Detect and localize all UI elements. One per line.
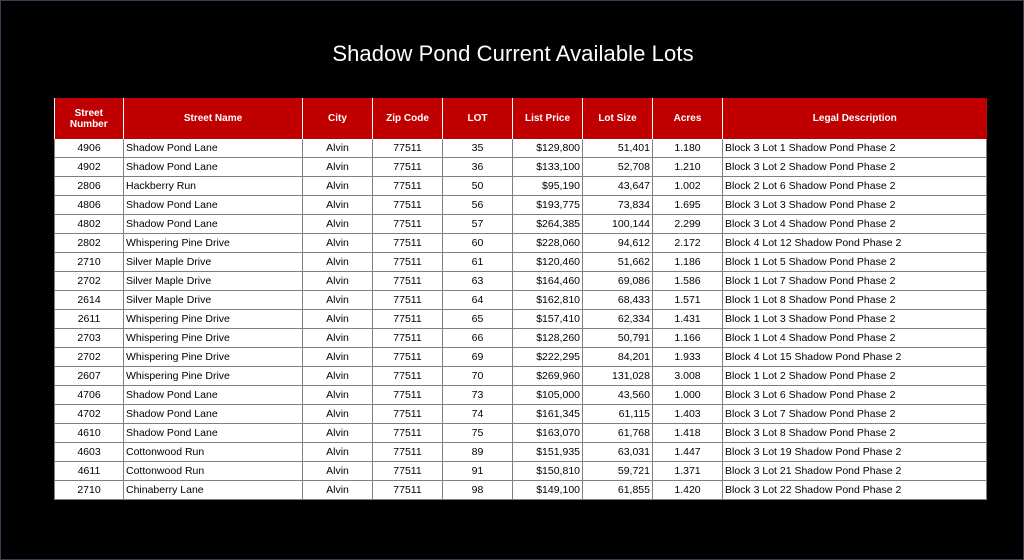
- cell-legal-description: Block 3 Lot 3 Shadow Pond Phase 2: [723, 196, 987, 215]
- cell-zip-code: 77511: [373, 310, 443, 329]
- cell-lot: 61: [443, 253, 513, 272]
- cell-street-name: Shadow Pond Lane: [124, 424, 303, 443]
- cell-street-number: 2806: [55, 177, 124, 196]
- cell-city: Alvin: [303, 215, 373, 234]
- cell-zip-code: 77511: [373, 272, 443, 291]
- cell-lot-size: 50,791: [583, 329, 653, 348]
- cell-city: Alvin: [303, 139, 373, 158]
- cell-legal-description: Block 3 Lot 1 Shadow Pond Phase 2: [723, 139, 987, 158]
- cell-lot: 75: [443, 424, 513, 443]
- cell-list-price: $120,460: [513, 253, 583, 272]
- cell-street-number: 2614: [55, 291, 124, 310]
- cell-street-name: Silver Maple Drive: [124, 291, 303, 310]
- cell-zip-code: 77511: [373, 215, 443, 234]
- cell-lot: 63: [443, 272, 513, 291]
- cell-lot-size: 43,560: [583, 386, 653, 405]
- cell-acres: 2.299: [653, 215, 723, 234]
- table-row: [55, 253, 987, 272]
- cell-legal-description: Block 1 Lot 8 Shadow Pond Phase 2: [723, 291, 987, 310]
- cell-street-name: Silver Maple Drive: [124, 253, 303, 272]
- header-legal-description: Legal Description: [723, 98, 987, 139]
- cell-lot-size: 84,201: [583, 348, 653, 367]
- header-lot: LOT: [443, 98, 513, 139]
- cell-list-price: $222,295: [513, 348, 583, 367]
- cell-city: Alvin: [303, 253, 373, 272]
- cell-street-name: Chinaberry Lane: [124, 481, 303, 500]
- cell-acres: 1.447: [653, 443, 723, 462]
- cell-lot: 50: [443, 177, 513, 196]
- cell-street-name: Shadow Pond Lane: [124, 139, 303, 158]
- cell-lot: 66: [443, 329, 513, 348]
- cell-acres: 1.371: [653, 462, 723, 481]
- cell-list-price: $157,410: [513, 310, 583, 329]
- table-row: [55, 291, 987, 310]
- cell-street-number: 4706: [55, 386, 124, 405]
- cell-street-number: 2703: [55, 329, 124, 348]
- cell-acres: 1.695: [653, 196, 723, 215]
- cell-street-number: 4802: [55, 215, 124, 234]
- cell-lot: 65: [443, 310, 513, 329]
- cell-zip-code: 77511: [373, 253, 443, 272]
- cell-lot-size: 61,115: [583, 405, 653, 424]
- cell-street-number: 2710: [55, 253, 124, 272]
- cell-street-number: 4610: [55, 424, 124, 443]
- cell-lot-size: 43,647: [583, 177, 653, 196]
- cell-list-price: $162,810: [513, 291, 583, 310]
- cell-list-price: $129,800: [513, 139, 583, 158]
- cell-lot: 89: [443, 443, 513, 462]
- cell-zip-code: 77511: [373, 348, 443, 367]
- cell-legal-description: Block 2 Lot 6 Shadow Pond Phase 2: [723, 177, 987, 196]
- cell-acres: 1.180: [653, 139, 723, 158]
- cell-street-number: 4902: [55, 158, 124, 177]
- cell-lot-size: 69,086: [583, 272, 653, 291]
- cell-city: Alvin: [303, 310, 373, 329]
- cell-street-number: 4603: [55, 443, 124, 462]
- cell-acres: 1.000: [653, 386, 723, 405]
- cell-city: Alvin: [303, 291, 373, 310]
- cell-list-price: $164,460: [513, 272, 583, 291]
- cell-street-name: Whispering Pine Drive: [124, 234, 303, 253]
- cell-lot-size: 52,708: [583, 158, 653, 177]
- cell-lot-size: 131,028: [583, 367, 653, 386]
- cell-lot: 35: [443, 139, 513, 158]
- cell-list-price: $149,100: [513, 481, 583, 500]
- cell-list-price: $228,060: [513, 234, 583, 253]
- cell-street-number: 2702: [55, 348, 124, 367]
- cell-lot: 91: [443, 462, 513, 481]
- header-street-name: Street Name: [124, 98, 303, 139]
- cell-city: Alvin: [303, 443, 373, 462]
- cell-street-name: Whispering Pine Drive: [124, 310, 303, 329]
- cell-acres: 1.431: [653, 310, 723, 329]
- cell-city: Alvin: [303, 481, 373, 500]
- cell-acres: 1.186: [653, 253, 723, 272]
- cell-street-name: Shadow Pond Lane: [124, 196, 303, 215]
- table-row: [55, 196, 987, 215]
- cell-legal-description: Block 4 Lot 15 Shadow Pond Phase 2: [723, 348, 987, 367]
- header-list-price: List Price: [513, 98, 583, 139]
- cell-zip-code: 77511: [373, 462, 443, 481]
- cell-lot-size: 61,768: [583, 424, 653, 443]
- cell-acres: 1.586: [653, 272, 723, 291]
- table-row: [55, 424, 987, 443]
- cell-street-number: 2607: [55, 367, 124, 386]
- cell-lot: 70: [443, 367, 513, 386]
- cell-street-number: 2611: [55, 310, 124, 329]
- cell-zip-code: 77511: [373, 367, 443, 386]
- cell-street-name: Hackberry Run: [124, 177, 303, 196]
- cell-acres: 1.166: [653, 329, 723, 348]
- cell-lot-size: 68,433: [583, 291, 653, 310]
- cell-street-name: Cottonwood Run: [124, 443, 303, 462]
- cell-list-price: $269,960: [513, 367, 583, 386]
- header-acres: Acres: [653, 98, 723, 139]
- cell-legal-description: Block 3 Lot 7 Shadow Pond Phase 2: [723, 405, 987, 424]
- page-title: Shadow Pond Current Available Lots: [332, 41, 694, 66]
- available-lots-table: [54, 98, 987, 500]
- cell-acres: 1.418: [653, 424, 723, 443]
- cell-zip-code: 77511: [373, 443, 443, 462]
- table-row: [55, 310, 987, 329]
- cell-zip-code: 77511: [373, 196, 443, 215]
- cell-city: Alvin: [303, 177, 373, 196]
- cell-list-price: $193,775: [513, 196, 583, 215]
- table-row: [55, 386, 987, 405]
- table-row: [55, 462, 987, 481]
- cell-lot: 69: [443, 348, 513, 367]
- cell-zip-code: 77511: [373, 158, 443, 177]
- cell-street-number: 2702: [55, 272, 124, 291]
- cell-acres: 2.172: [653, 234, 723, 253]
- cell-city: Alvin: [303, 424, 373, 443]
- table-row: [55, 272, 987, 291]
- cell-list-price: $128,260: [513, 329, 583, 348]
- cell-city: Alvin: [303, 158, 373, 177]
- table-row: [55, 329, 987, 348]
- cell-acres: 1.933: [653, 348, 723, 367]
- cell-lot-size: 61,855: [583, 481, 653, 500]
- cell-zip-code: 77511: [373, 386, 443, 405]
- cell-street-name: Silver Maple Drive: [124, 272, 303, 291]
- cell-city: Alvin: [303, 386, 373, 405]
- cell-legal-description: Block 3 Lot 21 Shadow Pond Phase 2: [723, 462, 987, 481]
- cell-legal-description: Block 1 Lot 2 Shadow Pond Phase 2: [723, 367, 987, 386]
- cell-city: Alvin: [303, 234, 373, 253]
- cell-lot: 60: [443, 234, 513, 253]
- cell-street-name: Shadow Pond Lane: [124, 158, 303, 177]
- cell-street-name: Whispering Pine Drive: [124, 329, 303, 348]
- cell-zip-code: 77511: [373, 424, 443, 443]
- cell-street-name: Shadow Pond Lane: [124, 386, 303, 405]
- table-row: [55, 405, 987, 424]
- cell-acres: 1.002: [653, 177, 723, 196]
- cell-street-number: 4611: [55, 462, 124, 481]
- cell-lot: 64: [443, 291, 513, 310]
- cell-city: Alvin: [303, 329, 373, 348]
- cell-city: Alvin: [303, 367, 373, 386]
- cell-street-name: Shadow Pond Lane: [124, 215, 303, 234]
- cell-city: Alvin: [303, 462, 373, 481]
- cell-zip-code: 77511: [373, 481, 443, 500]
- cell-zip-code: 77511: [373, 177, 443, 196]
- cell-legal-description: Block 1 Lot 7 Shadow Pond Phase 2: [723, 272, 987, 291]
- cell-list-price: $151,935: [513, 443, 583, 462]
- cell-list-price: $133,100: [513, 158, 583, 177]
- cell-lot: 56: [443, 196, 513, 215]
- cell-city: Alvin: [303, 348, 373, 367]
- table-row: [55, 443, 987, 462]
- cell-city: Alvin: [303, 405, 373, 424]
- header-city: City: [303, 98, 373, 139]
- cell-legal-description: Block 1 Lot 5 Shadow Pond Phase 2: [723, 253, 987, 272]
- table-row: [55, 158, 987, 177]
- table-row: [55, 215, 987, 234]
- cell-legal-description: Block 3 Lot 19 Shadow Pond Phase 2: [723, 443, 987, 462]
- cell-lot-size: 62,334: [583, 310, 653, 329]
- header-lot-size: Lot Size: [583, 98, 653, 139]
- header-street-number: Street Number: [55, 98, 124, 139]
- cell-zip-code: 77511: [373, 291, 443, 310]
- cell-legal-description: Block 4 Lot 12 Shadow Pond Phase 2: [723, 234, 987, 253]
- cell-lot: 74: [443, 405, 513, 424]
- cell-acres: 1.210: [653, 158, 723, 177]
- cell-street-number: 4702: [55, 405, 124, 424]
- cell-street-number: 4906: [55, 139, 124, 158]
- cell-zip-code: 77511: [373, 234, 443, 253]
- cell-legal-description: Block 3 Lot 6 Shadow Pond Phase 2: [723, 386, 987, 405]
- cell-street-number: 4806: [55, 196, 124, 215]
- cell-legal-description: Block 3 Lot 2 Shadow Pond Phase 2: [723, 158, 987, 177]
- table-row: [55, 481, 987, 500]
- cell-lot-size: 63,031: [583, 443, 653, 462]
- table-header-row: [55, 98, 987, 139]
- cell-acres: 1.571: [653, 291, 723, 310]
- cell-acres: 1.420: [653, 481, 723, 500]
- table-row: [55, 234, 987, 253]
- cell-legal-description: Block 1 Lot 3 Shadow Pond Phase 2: [723, 310, 987, 329]
- cell-list-price: $264,385: [513, 215, 583, 234]
- cell-zip-code: 77511: [373, 139, 443, 158]
- cell-lot: 36: [443, 158, 513, 177]
- cell-list-price: $105,000: [513, 386, 583, 405]
- cell-legal-description: Block 3 Lot 4 Shadow Pond Phase 2: [723, 215, 987, 234]
- cell-lot-size: 51,401: [583, 139, 653, 158]
- cell-list-price: $95,190: [513, 177, 583, 196]
- cell-legal-description: Block 3 Lot 8 Shadow Pond Phase 2: [723, 424, 987, 443]
- cell-lot: 73: [443, 386, 513, 405]
- cell-acres: 1.403: [653, 405, 723, 424]
- cell-lot-size: 73,834: [583, 196, 653, 215]
- cell-street-name: Cottonwood Run: [124, 462, 303, 481]
- cell-lot: 98: [443, 481, 513, 500]
- cell-lot-size: 100,144: [583, 215, 653, 234]
- cell-city: Alvin: [303, 272, 373, 291]
- cell-street-name: Shadow Pond Lane: [124, 405, 303, 424]
- cell-city: Alvin: [303, 196, 373, 215]
- cell-list-price: $161,345: [513, 405, 583, 424]
- cell-list-price: $150,810: [513, 462, 583, 481]
- cell-legal-description: Block 3 Lot 22 Shadow Pond Phase 2: [723, 481, 987, 500]
- table-row: [55, 367, 987, 386]
- cell-street-number: 2710: [55, 481, 124, 500]
- cell-zip-code: 77511: [373, 405, 443, 424]
- cell-lot-size: 51,662: [583, 253, 653, 272]
- cell-lot-size: 59,721: [583, 462, 653, 481]
- header-zip-code: Zip Code: [373, 98, 443, 139]
- cell-street-name: Whispering Pine Drive: [124, 348, 303, 367]
- cell-list-price: $163,070: [513, 424, 583, 443]
- table-row: [55, 348, 987, 367]
- table-row: [55, 177, 987, 196]
- cell-lot-size: 94,612: [583, 234, 653, 253]
- cell-acres: 3.008: [653, 367, 723, 386]
- cell-zip-code: 77511: [373, 329, 443, 348]
- cell-lot: 57: [443, 215, 513, 234]
- cell-street-number: 2802: [55, 234, 124, 253]
- table-row: [55, 139, 987, 158]
- cell-street-name: Whispering Pine Drive: [124, 367, 303, 386]
- cell-legal-description: Block 1 Lot 4 Shadow Pond Phase 2: [723, 329, 987, 348]
- table-body: [55, 139, 987, 500]
